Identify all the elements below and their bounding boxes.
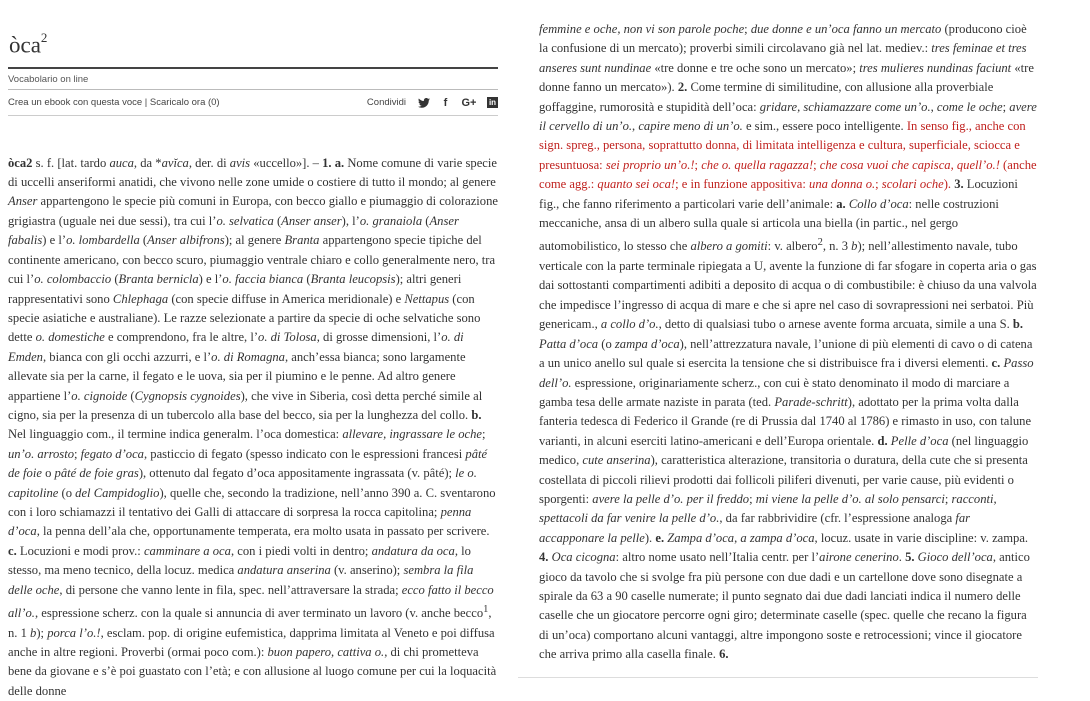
- google-plus-icon[interactable]: G+: [461, 96, 477, 109]
- entry-definition-right: femmine e oche, non vi son parole poche; due donne e un’oca fanno un mercato (producono cioè la confusione di un mercato); proverbi simili circolavano già nel lat. mediev.: tres feminae et tres anseres sunt nundinae «tre donne e tre oche sono un mercato»; tres mulieres nundinas faciunt «tre donne fanno un mercato»). 2. Come termine di similitudine, con allusione alla proverbiale goffaggine, rumorosità e stupidità dell’oca: gridare, schiamazzare come un’o., come le oche; avere il cervello di un’o., capire meno di un’o. e sim., essere poco intelligente. In senso fig., anche con sign. spreg., persona, soprattutto donna, di limitata intelligenza e cultura, superficiale, sciocca e presuntuosa: sei proprio un’o.!; che o. quella ragazza!; che cosa vuoi che capisca, quell’o.! (anche come agg.: quanto sei oca!; e in funzione appositiva: una donna o.; scolari oche). 3. Locuzioni fig., che fanno riferimento a particolari varie dell’animale: a. Collo d’oca: nelle costruzioni meccaniche, ansa di un albero sulla quale si articola una biella (in partic., nel gergo automobilistico, lo stesso che albero a gomiti: v. albero$^2$, n. 3 b); nell’allestimento navale, tubo verticale con la parte terminale ripiegata a U, avente la funzione di far sfogare in coperta aria o gas dai sottostanti compartimenti adibiti a deposito di acqua o di combustibile: è chiuso da una valvola che impedisce l’ingresso di acqua di mare e che si apre nel caso di sovrapressioni nei serbatoi. Più genericam., a collo d’o., detto di qualsiasi tubo o arnese avente forma arcuata, simile a una S. b. Patta d’oca (o zampa d’oca), nell’attrezzatura navale, l’unione di più elementi di cavo o di catena a un unico anello sul quale si esercita la tensione che si distribuisce fra i diversi elementi. c. Passo dell’o. espressione, originariamente scherz., con cui è stato denominato il modo di marciare a gamba tesa delle armate naziste in parata (ted. Parade-schritt), adottato per la prima volta dalla fanteria tedesca di Federico il Grande (re di Prussia dal 1740 al 1786) e rimasto in uso, con talune varianti, in alcuni eserciti latino-americani e dell’Europa orientale. d. Pelle d’oca (nel linguaggio medico, cute anserina), caratteristica alterazione, transitoria o duratura, della cute che si presenta costellata di piccoli rilievi prodotti dai follicoli piliferi divenuti, per varie cause, più evidenti o sporgenti: avere la pelle d’o. per il freddo; mi viene la pelle d’o. al solo pensarci; racconti, spettacoli da far venire la pelle d’o., da far rabbrividire (cfr. l’espressione analoga far accapponare la pelle). e. Zampa d’oca, a zampa d’oca, locuz. usate in varie discipline: v. zampa. 4. Oca cicogna: altro nome usato nell’Italia centr. per l’airone cenerino. 5. Gioco dell’oca, antico gioco da tavolo che si svolge fra più persone con due dadi e un cartellone dove sono disegnate a spirale da 63 a 90 caselle numerate; il punto segnato dai due dadi lanciati indica il numero delle caselle che un giocatore percorre ogni giro; determinate caselle (spec. quelle che recano la figura di un’oca) comportano alcuni vantaggi, altre impongono soste e retrocessioni; vince il giocatore che arriva primo alla casella finale. 6.: [539, 22, 1037, 662]
- title-divider: [8, 67, 498, 69]
- ebook-bar: Crea un ebook con questa voce | Scaricalo ora (0): [8, 97, 220, 109]
- share-bar: [367, 97, 498, 109]
- twitter-icon[interactable]: [418, 98, 430, 108]
- subtitle-divider: [8, 89, 498, 90]
- toolbar-divider: [8, 115, 498, 116]
- source-label: Vocabolario on line: [8, 73, 89, 85]
- facebook-icon[interactable]: f: [443, 96, 448, 109]
- download-link[interactable]: Scaricalo ora (0): [149, 97, 220, 109]
- linkedin-icon[interactable]: in: [488, 98, 497, 108]
- bottom-divider: [518, 677, 1038, 678]
- share-label: Condividi: [366, 97, 406, 109]
- create-ebook-link[interactable]: Crea un ebook con questa voce: [8, 97, 143, 109]
- right-panel: [539, 10, 1038, 683]
- entry-definition-left: òca2 s. f. [lat. tardo auca, da *avĭca, der. di avis «uccello»]. – 1. a. Nome comune di varie specie di uccelli anseriformi anatidi, che vivono nelle zone umide o costiere di tutto il mondo; al genere Anser appartengono le specie più comuni in Europa, con becco giallo e piumaggio di colorazione grigiastra (uguale nei due sessi), tra cui l’o. selvatica (Anser anser), l’o. granaiola (Anser fabalis) e l’o. lombardella (Anser albifrons); al genere Branta appartengono specie tipiche del continente americano, con becco scuro, piumaggio ventrale chiaro e collo generalmente nero, tra cui l’o. colombaccio (Branta bernicla) e l’o. faccia bianca (Branta leucopsis); altri generi rappresentativi sono Chlephaga (con specie diffuse in America meridionale) e Nettapus (con specie asiatiche e australiane). Le razze selezionate a partire da specie di oche selvatiche sono dette o. domestiche e comprendono, fra le altre, l’o. di Tolosa, di grosse dimensioni, l’o. di Emden, bianca con gli occhi azzurri, e l’o. di Romagna, anch’essa bianca; sono largamente allevate sia per la carne, il fegato e le uova, sia per il piumino e le penne. Ad altro genere appartiene l’o. cignoide (Cygnopsis cygnoides), che vive in Siberia, così detta perché simile al cigno, sia per la presenza di un tubercolo alla base del becco, sia per la lunghezza del collo. b. Nel linguaggio com., il termine indica generalm. l’oca domestica: allevare, ingrassare le oche; un’o. arrosto; fegato d’oca, pasticcio di fegato (spesso indicato con le espressioni francesi pâté de foie o pâté de foie gras), ottenuto dal fegato d’oca appositamente ingrassata (v. pâté); le o. capitoline (o del Campidoglio), quelle che, secondo la tradizione, nell’anno 390 a. C. sventarono con i loro schiamazzi il tentativo dei Galli di attaccare di sorpresa la rocca capitolina; penna d’oca, la penna dell’ala che, opportunamente temperata, era molto usata in passato per scrivere. c. Locuzioni e modi prov.: camminare a oca, con i piedi volti in dentro; andatura da oca, lo stesso, ma meno tecnico, della locuz. medica andatura anserina (v. anserino); sembra la fila delle oche, di persone che vanno lente in fila, spec. nell’attraversare la strada; ecco fatto il becco all’o., espressione scherz. con la quale si annuncia di aver terminato un lavoro (v. anche becco$^1$, n. 1 b); porca l’o.!, esclam. pop. di origine eufemistica, dapprima limitata al Veneto e poi diffusa anche in altre regioni. Proverbi (ormai poco com.): buon papero, cattiva o., di chi prometteva bene da giovane e s’è poi guastato con l’età; e con allusione al luogo comune per cui la loquacità delle donne: [8, 155, 498, 698]
- left-panel: [8, 14, 498, 698]
- toolbar: [8, 97, 498, 109]
- page-title: òca$^2$: [9, 30, 48, 58]
